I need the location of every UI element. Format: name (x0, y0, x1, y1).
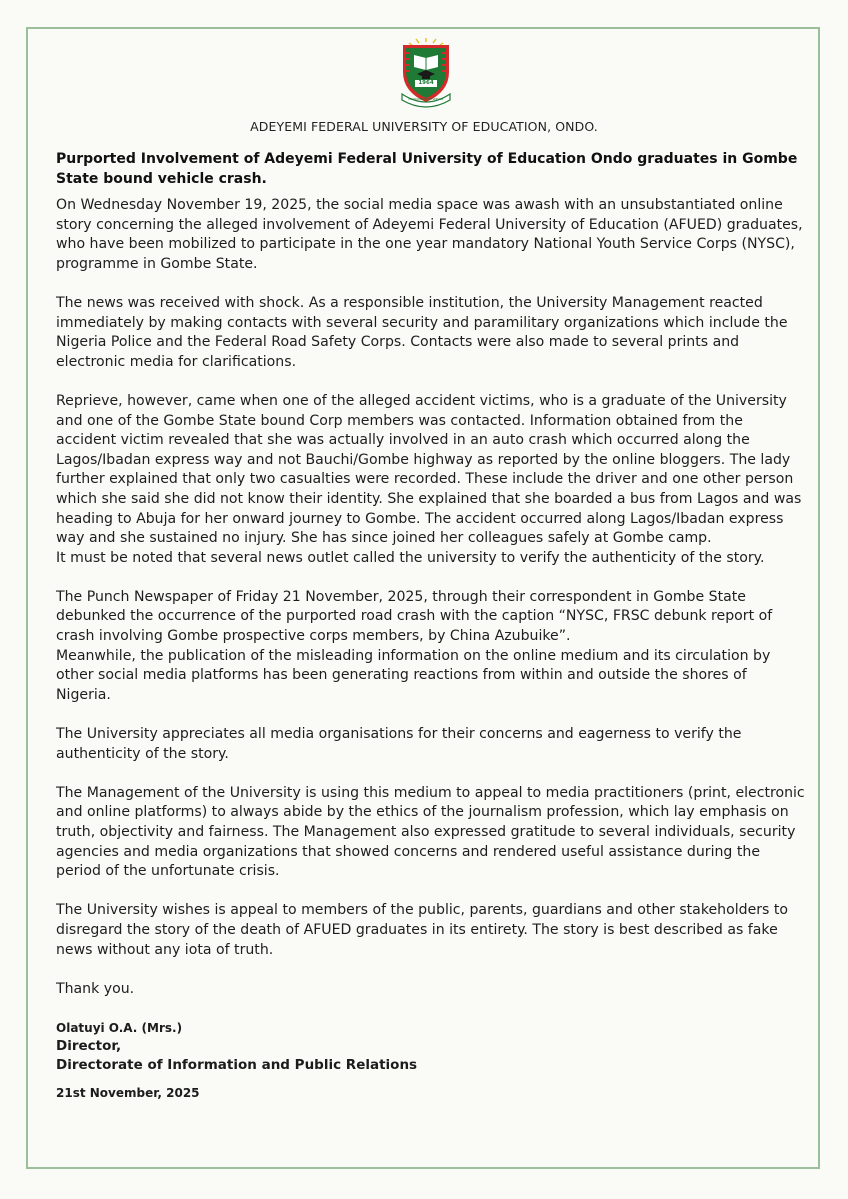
paragraph-4-text: The Punch Newspaper of Friday 21 November, 2025, through their correspondent in Gombe State debunked the occurrence of the purported road crash with the caption “NYSC, FRSC debunk report of crash involving Gombe prospective corps members, by China Azubuike”. (56, 588, 773, 645)
crest-year: 1964 (418, 80, 434, 86)
signatory-office: Directorate of Information and Public Relations (56, 1056, 418, 1073)
press-release-headline: Purported Involvement of Adeyemi Federal University of Education Ondo graduates in Gombe State bound vehicle crash. (56, 151, 798, 187)
paragraph-5: The University appreciates all media organisations for their concerns and eagerness to verify the authenticity of the story. (56, 726, 742, 762)
paragraph-2: The news was received with shock. As a responsible institution, the University Management reacted immediately by making contacts with several security and paramilitary organizations which include the Nigeria Police and the Federal Road Safety Corps. Contacts were also made to several prints and electronic media for clarifications. (56, 294, 788, 370)
university-crest-icon (397, 38, 455, 112)
paragraph-1: On Wednesday November 19, 2025, the social media space was awash with an unsubstantiated online story concerning the alleged involvement of Adeyemi Federal University of Education (AFUED) graduates, who have been mobilized to participate in the one year mandatory National Youth Service Corps (NYSC), programme in Gombe State. (56, 197, 803, 272)
paragraph-4-continuation: Meanwhile, the publication of the misleading information on the online medium and its circulation by other social media platforms has been generating reactions from within and outside the shores of Nigeria. (56, 647, 771, 703)
signatory-title: Director, (56, 1037, 122, 1054)
signatory-name: Olatuyi O.A. (Mrs.) (56, 1020, 183, 1035)
closing-thanks: Thank you. (56, 980, 135, 997)
release-date: 21st November, 2025 (56, 1085, 200, 1100)
paragraph-3 (56, 392, 806, 568)
paragraph-3-note: It must be noted that several news outlet called the university to verify the authenticity of the story. (56, 549, 765, 566)
institution-name: ADEYEMI FEDERAL UNIVERSITY OF EDUCATION, ONDO. (250, 119, 598, 134)
signature-block (56, 1019, 806, 1102)
paragraph-4 (56, 588, 806, 706)
paragraph-6: The Management of the University is using this medium to appeal to media practitioners (print, electronic and online platforms) to always abide by the ethics of the journalism profession, which lay emphasis on truth, objectivity and fairness. The Management also expressed gratitude to several individuals, security agencies and media organizations that showed concerns and rendered useful assistance during the period of the unfortunate crisis. (56, 784, 805, 880)
crest-motto: KNOWLEDGE FOR SERVICE (408, 98, 444, 101)
paragraph-3-text: Reprieve, however, came when one of the alleged accident victims, who is a graduate of the University and one of the Gombe State bound Corp members was contacted. Information obtained from the accident victim revealed that she was actually involved in an auto crash which occurred along the Lagos/Ibadan express way and not Bauchi/Gombe highway as reported by the online bloggers. The lady further explained that only two casualties were recorded. These include the driver and one other person which she said she did not know their identity. She explained that she boarded a bus from Lagos and was heading to Abuja for her onward journey to Gombe. The accident occurred along Lagos/Ibadan express way and she sustained no injury. She has since joined her colleagues safely at Gombe camp. (56, 392, 802, 547)
paragraph-7: The University wishes is appeal to members of the public, parents, guardians and other stakeholders to disregard the story of the death of AFUED graduates in its entirety. The story is best described as fake news without any iota of truth. (56, 902, 789, 958)
press-release-body (56, 150, 806, 1102)
